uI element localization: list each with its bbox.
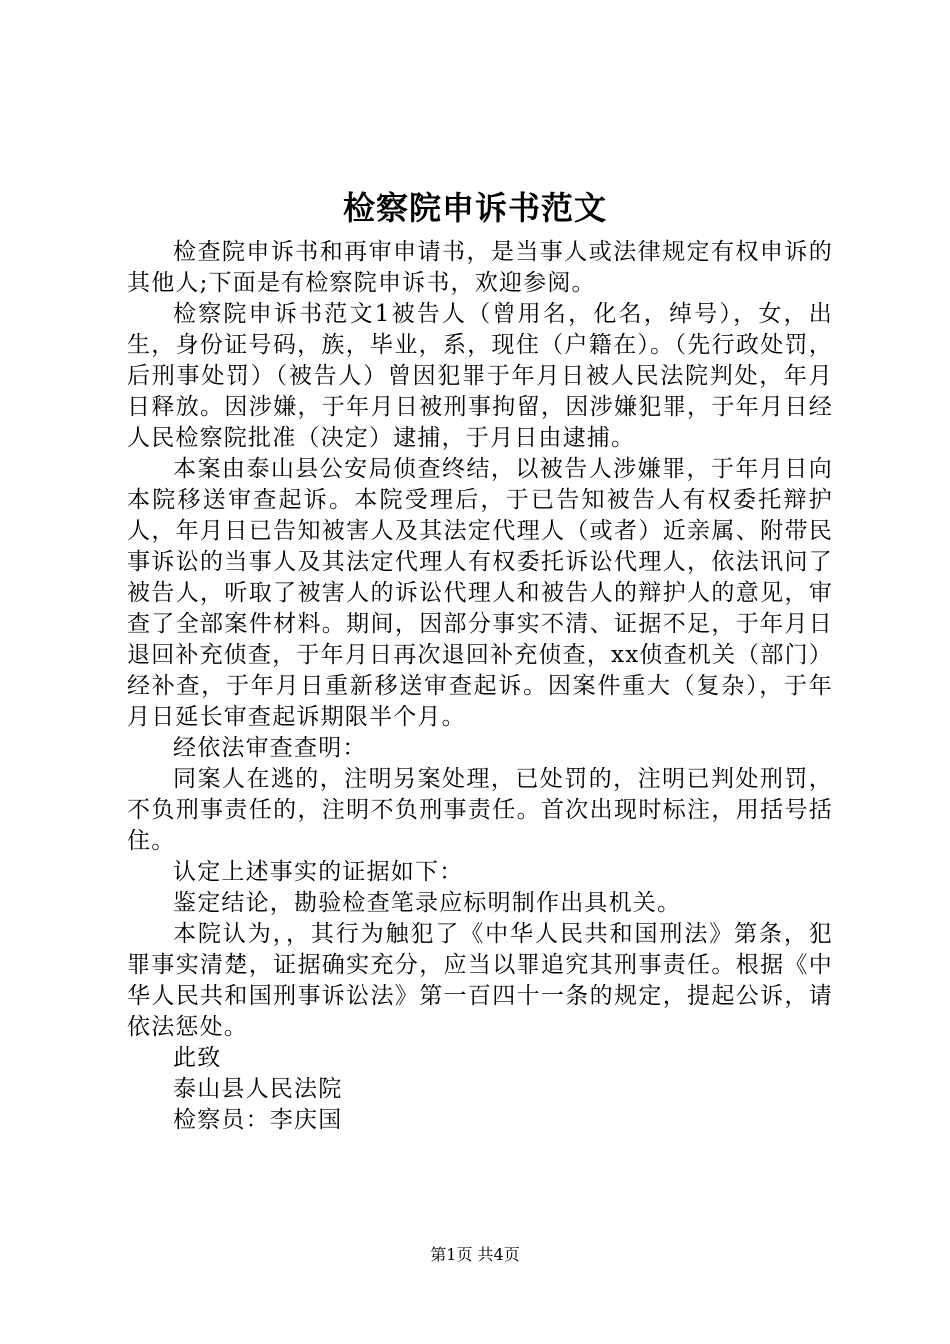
paragraph-defendant-info: 检察院申诉书范文1被告人（曾用名，化名，绰号），女，出生，身份证号码，族，毕业，系，现住（户籍在）。（先行政处罚，后刑事处罚）（被告人）曾因犯罪于年月日被人民法院判处，年月日释放。因涉嫌，于年月日被刑事拘留，因涉嫌犯罪，于年月日经人民检察院批准（决定）逮捕，于月日由逮捕。 bbox=[127, 301, 833, 451]
document-body bbox=[127, 237, 833, 1136]
paragraph-signature: 检察员：李庆国 bbox=[173, 1107, 343, 1133]
paragraph-recipient: 泰山县人民法院 bbox=[173, 1076, 343, 1102]
paragraph-evidence-note: 鉴定结论，勘验检查笔录应标明制作出具机关。 bbox=[173, 890, 682, 916]
document-title: 检察院申诉书范文 bbox=[342, 189, 607, 227]
page-number-footer: 第1页 共4页 bbox=[430, 1245, 520, 1264]
paragraph-co-defendant-note: 同案人在逃的，注明另案处理，已处罚的，注明已判处刑罚，不负刑事责任的，注明不负刑事责任。首次出现时标注，用括号括住。 bbox=[127, 766, 833, 854]
paragraph-evidence-heading: 认定上述事实的证据如下： bbox=[173, 859, 464, 885]
paragraph-intro: 检查院申诉书和再审申请书，是当事人或法律规定有权申诉的其他人;下面是有检察院申诉书，欢迎参阅。 bbox=[127, 239, 833, 296]
paragraph-findings-heading: 经依法审查查明： bbox=[173, 735, 367, 761]
paragraph-case-process: 本案由泰山县公安局侦查终结，以被告人涉嫌罪，于年月日向本院移送审查起诉。本院受理后，于已告知被告人有权委托辩护人，年月日已告知被害人及其法定代理人（或者）近亲属、附带民事诉讼的当事人及其法定代理人有权委托诉讼代理人，依法讯问了被告人，听取了被害人的诉讼代理人和被告人的辩护人的意见，审查了全部案件材料。期间，因部分事实不清、证据不足，于年月日退回补充侦查，于年月日再次退回补充侦查，xx侦查机关（部门）经补查，于年月日重新移送审查起诉。因案件重大（复杂），于年月日延长审查起诉期限半个月。 bbox=[127, 456, 833, 730]
paragraph-conclusion: 本院认为，，其行为触犯了《中华人民共和国刑法》第条，犯罪事实清楚，证据确实充分，应当以罪追究其刑事责任。根据《中华人民共和国刑事诉讼法》第一百四十一条的规定，提起公诉，请依法惩处。 bbox=[127, 921, 833, 1040]
paragraph-salutation: 此致 bbox=[173, 1045, 222, 1071]
